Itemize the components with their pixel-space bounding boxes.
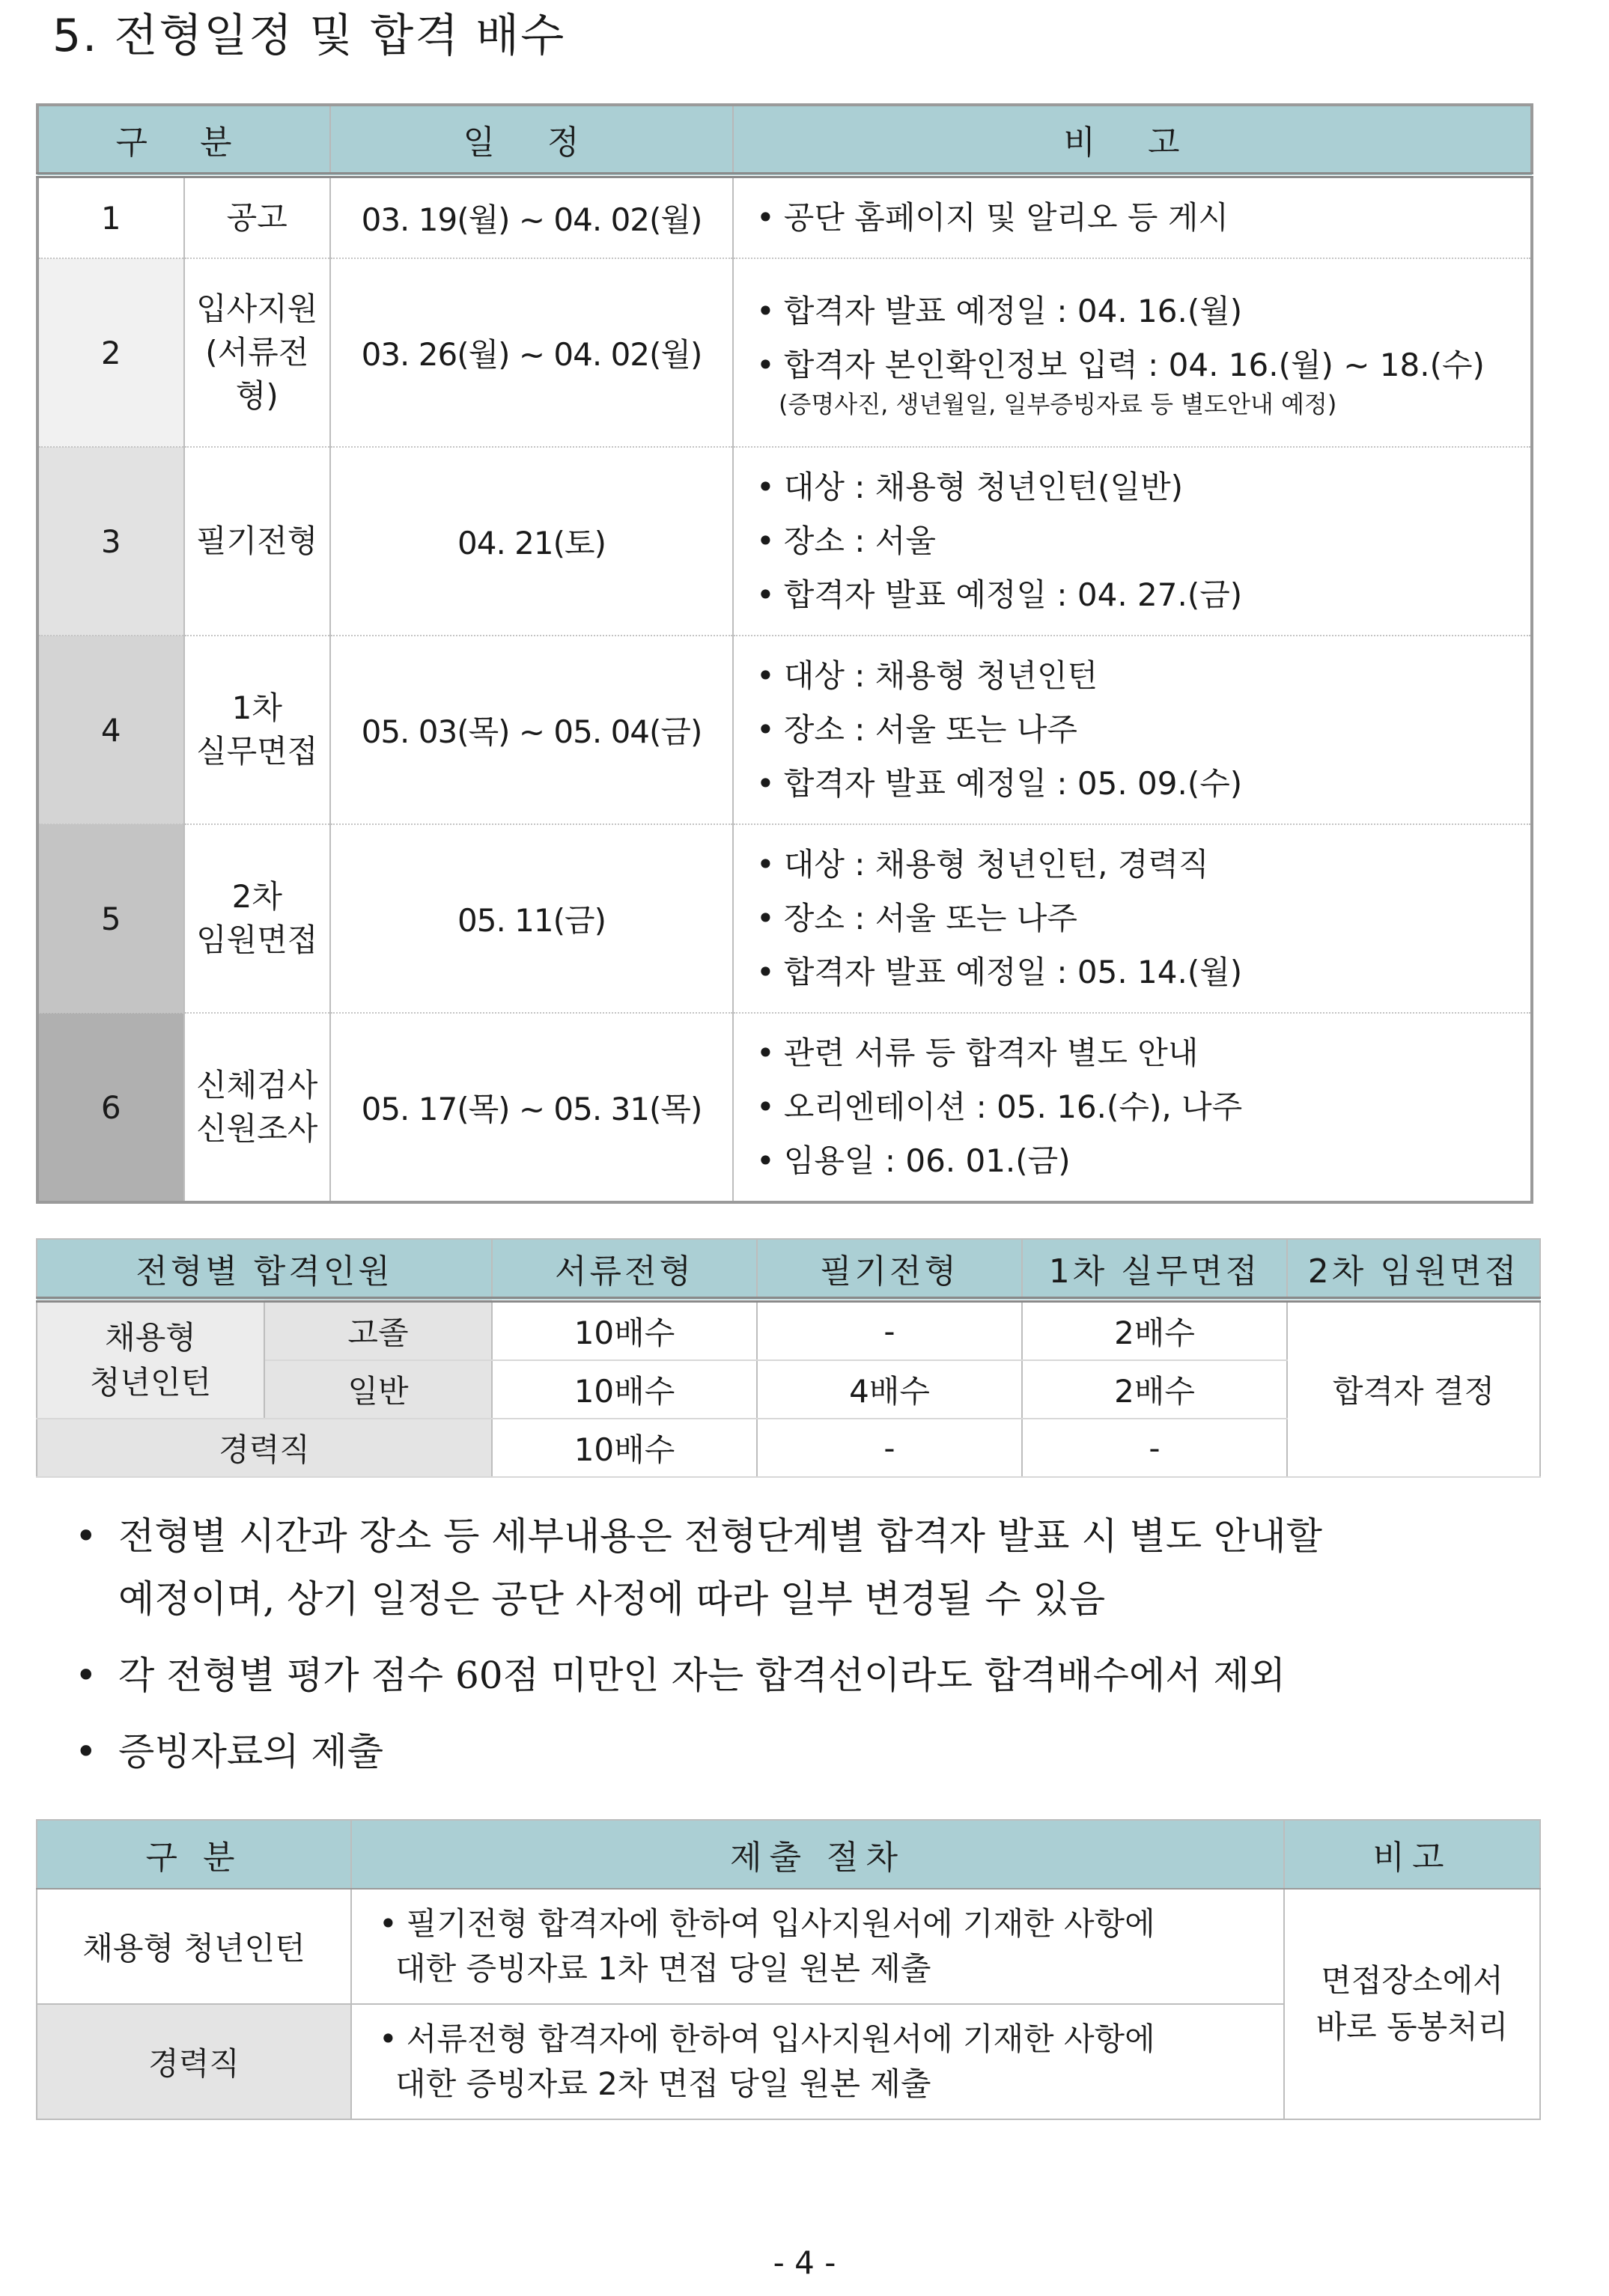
schedule-row-number: 4 xyxy=(37,636,184,824)
schedule-row-name: 입사지원 (서류전형) xyxy=(184,258,331,447)
ratio-row-label: 고졸 xyxy=(264,1300,492,1360)
schedule-row xyxy=(37,636,1532,824)
schedule-row xyxy=(37,175,1532,258)
schedule-header-category: 구 분 xyxy=(37,105,330,175)
schedule-row-notes xyxy=(733,1013,1532,1202)
submission-row-procedure: • 서류전형 합격자에 한하여 입사지원서에 기재한 사항에 대한 증빙자료 2차 면접 당일 원본 제출 xyxy=(351,2004,1284,2119)
schedule-row-name: 필기전형 xyxy=(184,447,331,636)
submission-row-label: 채용형 청년인턴 xyxy=(37,1889,351,2004)
schedule-row xyxy=(37,824,1532,1013)
notice-item: • 증빙자료의 제출 xyxy=(75,1720,1565,1783)
note-item: • 오리엔테이션 : 05. 16.(수), 나주 xyxy=(756,1080,1530,1134)
ratio-doc-value: 10배수 xyxy=(492,1360,757,1419)
notice-list xyxy=(75,1505,1565,1797)
schedule-row-date: 03. 19(월) ~ 04. 02(월) xyxy=(330,175,733,258)
ratio-interview2-value: 합격자 결정 xyxy=(1287,1300,1540,1477)
schedule-row-date: 03. 26(월) ~ 04. 02(월) xyxy=(330,258,733,447)
ratio-doc-value: 10배수 xyxy=(492,1419,757,1477)
schedule-row-name: 신체검사 신원조사 xyxy=(184,1013,331,1202)
note-item: • 대상 : 채용형 청년인턴, 경력직 xyxy=(756,838,1530,892)
note-item: • 대상 : 채용형 청년인턴(일반) xyxy=(756,460,1530,514)
ratio-header-interview2: 2차 임원면접 xyxy=(1287,1239,1540,1300)
submission-remark: 면접장소에서 바로 동봉처리 xyxy=(1284,1889,1540,2119)
note-item: • 합격자 발표 예정일 : 05. 14.(월) xyxy=(756,945,1530,999)
schedule-row-date: 05. 17(목) ~ 05. 31(목) xyxy=(330,1013,733,1202)
schedule-row-number: 1 xyxy=(37,175,184,258)
schedule-row-date: 04. 21(토) xyxy=(330,447,733,636)
note-item: • 대상 : 채용형 청년인턴 xyxy=(756,649,1530,703)
note-subtext: (증명사진, 생년월일, 일부증빙자료 등 별도안내 예정) xyxy=(779,390,1337,418)
ratio-header-interview1: 1차 실무면접 xyxy=(1022,1239,1287,1300)
ratio-header-row xyxy=(37,1239,1540,1300)
ratio-row xyxy=(37,1300,1540,1360)
note-item: • 공단 홈페이지 및 알리오 등 게시 xyxy=(756,191,1530,245)
note-item: • 관련 서류 등 합격자 별도 안내 xyxy=(756,1026,1530,1080)
page-number: - 4 - xyxy=(773,2244,836,2281)
note-item: • 합격자 본인확인정보 입력 : 04. 16.(월) ~ 18.(수) xyxy=(756,338,1530,392)
submission-header-procedure: 제출 절차 xyxy=(351,1820,1284,1889)
schedule-row-number: 2 xyxy=(37,258,184,447)
note-item: • 임용일 : 06. 01.(금) xyxy=(756,1134,1530,1188)
submission-header-row xyxy=(37,1820,1540,1889)
schedule-row xyxy=(37,1013,1532,1202)
schedule-row xyxy=(37,258,1532,447)
submission-header-category: 구 분 xyxy=(37,1820,351,1889)
schedule-row xyxy=(37,447,1532,636)
ratio-row-label: 경력직 xyxy=(37,1419,492,1477)
schedule-header-note: 비 고 xyxy=(733,105,1532,175)
notice-item: • 각 전형별 평가 점수 60점 미만인 자는 합격선이라도 합격배수에서 제외 xyxy=(75,1644,1565,1707)
ratio-written-value: - xyxy=(757,1419,1022,1477)
ratio-interview1-value: 2배수 xyxy=(1022,1360,1287,1419)
page-title: 5. 전형일정 및 합격 배수 xyxy=(52,10,566,62)
ratio-interview1-value: 2배수 xyxy=(1022,1300,1287,1360)
note-item: • 합격자 발표 예정일 : 05. 09.(수) xyxy=(756,757,1530,811)
note-item: • 장소 : 서울 xyxy=(756,514,1530,568)
ratio-doc-value: 10배수 xyxy=(492,1300,757,1360)
note-item: • 합격자 발표 예정일 : 04. 16.(월) xyxy=(756,284,1530,338)
schedule-table xyxy=(36,103,1533,1204)
submission-row xyxy=(37,1889,1540,2004)
ratio-written-value: - xyxy=(757,1300,1022,1360)
schedule-row-notes xyxy=(733,258,1532,447)
schedule-row-number: 5 xyxy=(37,824,184,1013)
schedule-row-number: 6 xyxy=(37,1013,184,1202)
schedule-row-notes xyxy=(733,636,1532,824)
note-item: • 장소 : 서울 또는 나주 xyxy=(756,703,1530,757)
note-item: • 합격자 발표 예정일 : 04. 27.(금) xyxy=(756,568,1530,622)
submission-header-remark: 비고 xyxy=(1284,1820,1540,1889)
submission-table xyxy=(36,1819,1541,2120)
schedule-row-notes xyxy=(733,824,1532,1013)
ratio-group-label: 채용형 청년인턴 xyxy=(37,1300,264,1419)
notice-item: • 전형별 시간과 장소 등 세부내용은 전형단계별 합격자 발표 시 별도 안내할 예정이며, 상기 일정은 공단 사정에 따라 일부 변경될 수 있음 xyxy=(75,1505,1565,1630)
schedule-header-date: 일 정 xyxy=(330,105,733,175)
schedule-row-date: 05. 11(금) xyxy=(330,824,733,1013)
schedule-row-name: 2차 임원면접 xyxy=(184,824,331,1013)
ratio-row-label: 일반 xyxy=(264,1360,492,1419)
ratio-interview1-value: - xyxy=(1022,1419,1287,1477)
note-item: • 장소 : 서울 또는 나주 xyxy=(756,892,1530,945)
schedule-header-row xyxy=(37,105,1532,175)
schedule-row-notes xyxy=(733,447,1532,636)
schedule-row-number: 3 xyxy=(37,447,184,636)
pass-ratio-table xyxy=(36,1238,1541,1478)
ratio-header-written: 필기전형 xyxy=(757,1239,1022,1300)
ratio-header-stage: 전형별 합격인원 xyxy=(37,1239,492,1300)
schedule-row-name: 공고 xyxy=(184,175,331,258)
ratio-header-doc: 서류전형 xyxy=(492,1239,757,1300)
submission-row-procedure: • 필기전형 합격자에 한하여 입사지원서에 기재한 사항에 대한 증빙자료 1차 면접 당일 원본 제출 xyxy=(351,1889,1284,2004)
schedule-row-name: 1차 실무면접 xyxy=(184,636,331,824)
ratio-written-value: 4배수 xyxy=(757,1360,1022,1419)
schedule-row-date: 05. 03(목) ~ 05. 04(금) xyxy=(330,636,733,824)
submission-row-label: 경력직 xyxy=(37,2004,351,2119)
schedule-row-notes xyxy=(733,175,1532,258)
